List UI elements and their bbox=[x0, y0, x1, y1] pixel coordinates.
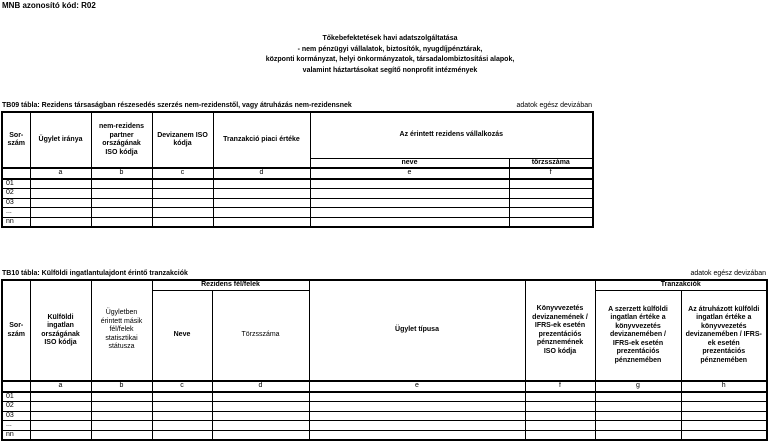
cell[interactable] bbox=[152, 411, 212, 421]
tb10-letter: g bbox=[595, 381, 681, 392]
cell[interactable] bbox=[681, 392, 767, 402]
cell[interactable] bbox=[309, 402, 525, 412]
tb09-letter-row bbox=[2, 168, 593, 179]
tb10-data-row bbox=[2, 411, 767, 421]
row-number: 03 bbox=[2, 198, 30, 208]
tb09-header-sorszam: Sor- szám bbox=[2, 112, 30, 168]
tb10-letter: f bbox=[525, 381, 595, 392]
cell[interactable] bbox=[595, 392, 681, 402]
tb10-header-ugylet-tipusa: Ügylet típusa bbox=[309, 280, 525, 381]
tb09-header-tranzakcio: Tranzakció piaci értéke bbox=[213, 112, 310, 168]
tb09-letter: a bbox=[30, 168, 91, 179]
cell[interactable] bbox=[309, 421, 525, 431]
cell[interactable] bbox=[213, 208, 310, 218]
cell[interactable] bbox=[152, 208, 213, 218]
cell[interactable] bbox=[152, 402, 212, 412]
tb09-header-torzsszama: törzsszáma bbox=[509, 158, 593, 168]
row-number: 02 bbox=[2, 189, 30, 199]
tb10-header-konyvvezetes: Könyvvezetés devizanemének / IFRS-ek esetén prezentációs pénznemének ISO kódja bbox=[525, 280, 595, 381]
tb10-letter: b bbox=[91, 381, 152, 392]
tb09-data-row bbox=[2, 189, 593, 199]
report-heading bbox=[180, 34, 600, 76]
tb09-table bbox=[1, 111, 594, 228]
tb09-header-neve: neve bbox=[310, 158, 509, 168]
cell[interactable] bbox=[30, 208, 91, 218]
cell[interactable] bbox=[525, 392, 595, 402]
tb09-letter: f bbox=[509, 168, 593, 179]
cell[interactable] bbox=[310, 208, 509, 218]
cell[interactable] bbox=[309, 430, 525, 440]
cell[interactable] bbox=[525, 402, 595, 412]
cell[interactable] bbox=[309, 392, 525, 402]
tb10-caption: TB10 tábla: Külföldi ingatlantulajdont érintő tranzakciók bbox=[2, 270, 188, 277]
tb09-letter: d bbox=[213, 168, 310, 179]
cell[interactable] bbox=[30, 217, 91, 227]
cell[interactable] bbox=[509, 217, 593, 227]
tb10-header-szerzett: A szerzett külföldi ingatlan értéke a könyvvezetés devizanemében / IFRS-ek esetén prezentációs pénznemében bbox=[595, 290, 681, 381]
cell[interactable] bbox=[152, 217, 213, 227]
tb10-header-sorszam: Sor- szám bbox=[2, 280, 30, 381]
cell[interactable] bbox=[152, 392, 212, 402]
cell[interactable] bbox=[310, 217, 509, 227]
cell[interactable] bbox=[509, 189, 593, 199]
cell[interactable] bbox=[681, 411, 767, 421]
tb10-unit-note: adatok egész devizában bbox=[690, 270, 766, 277]
tb10-data-row bbox=[2, 430, 767, 440]
cell[interactable] bbox=[509, 198, 593, 208]
tb10-letter: h bbox=[681, 381, 767, 392]
tb09-header-devizanem: Devizanem ISO kódja bbox=[152, 112, 213, 168]
heading-line-1: Tőkebefektetések havi adatszolgáltatása bbox=[322, 35, 458, 42]
tb10-letter: d bbox=[212, 381, 309, 392]
cell[interactable] bbox=[212, 430, 309, 440]
heading-line-3: központi kormányzat, helyi önkormányzatok, társadalombiztosítási alapok, bbox=[265, 56, 515, 63]
tb10-letter: a bbox=[30, 381, 91, 392]
tb10-letter: e bbox=[309, 381, 525, 392]
cell[interactable] bbox=[213, 217, 310, 227]
cell[interactable] bbox=[30, 198, 91, 208]
tb09-data-row bbox=[2, 179, 593, 189]
cell[interactable] bbox=[213, 179, 310, 189]
cell[interactable] bbox=[30, 421, 91, 431]
cell[interactable] bbox=[310, 198, 509, 208]
cell[interactable] bbox=[681, 402, 767, 412]
cell[interactable] bbox=[525, 421, 595, 431]
tb09-letter: b bbox=[91, 168, 152, 179]
cell[interactable] bbox=[30, 179, 91, 189]
cell[interactable] bbox=[212, 392, 309, 402]
tb09-caption: TB09 tábla: Rezidens társaságban részesedés szerzés nem-rezidenstől, vagy átruházás nem-rezidensnek bbox=[2, 102, 352, 109]
tb09-header-erintett: Az érintett rezidens vállalkozás bbox=[310, 112, 593, 158]
cell[interactable] bbox=[30, 189, 91, 199]
cell[interactable] bbox=[525, 411, 595, 421]
tb09-data-row bbox=[2, 208, 593, 218]
cell[interactable] bbox=[30, 411, 91, 421]
tb10-data-row bbox=[2, 421, 767, 431]
tb09-header-ugylet-iranya: Ügylet iránya bbox=[30, 112, 91, 168]
heading-line-4: valamint háztartásokat segítő nonprofit intézmények bbox=[302, 66, 478, 74]
cell[interactable] bbox=[91, 179, 152, 189]
row-number: 03 bbox=[2, 411, 30, 421]
tb09-unit-note: adatok egész devizában bbox=[516, 102, 592, 109]
cell[interactable] bbox=[91, 217, 152, 227]
cell[interactable] bbox=[30, 430, 91, 440]
cell[interactable] bbox=[310, 179, 509, 189]
tb09-data-row bbox=[2, 198, 593, 208]
cell[interactable] bbox=[212, 411, 309, 421]
tb09-data-row bbox=[2, 217, 593, 227]
tb10-header-torzsszama: Törzsszáma bbox=[212, 290, 309, 381]
cell[interactable] bbox=[681, 421, 767, 431]
row-number: 02 bbox=[2, 402, 30, 412]
cell[interactable] bbox=[91, 411, 152, 421]
cell[interactable] bbox=[152, 198, 213, 208]
cell[interactable] bbox=[152, 189, 213, 199]
tb10-header-neve: Neve bbox=[152, 290, 212, 381]
tb10-data-row bbox=[2, 402, 767, 412]
row-number: ... bbox=[2, 421, 30, 431]
cell[interactable] bbox=[509, 179, 593, 189]
cell[interactable] bbox=[212, 402, 309, 412]
cell[interactable] bbox=[152, 179, 213, 189]
tb10-header-ugyletben: Ügyletben érintett másik fél/felek statisztikai státusza bbox=[91, 280, 152, 381]
cell[interactable] bbox=[30, 392, 91, 402]
tb10-letter bbox=[2, 381, 30, 392]
heading-line-2: - nem pénzügyi vállalatok, biztosítók, nyugdíjpénztárak, bbox=[297, 45, 483, 53]
row-number: ... bbox=[2, 208, 30, 218]
cell[interactable] bbox=[91, 430, 152, 440]
tb09-letter: c bbox=[152, 168, 213, 179]
row-number: 01 bbox=[2, 392, 30, 402]
row-number: 01 bbox=[2, 179, 30, 189]
tb09-header-nonres-partner: nem-rezidens partner országának ISO kódja bbox=[91, 112, 152, 168]
tb10-letter: c bbox=[152, 381, 212, 392]
cell[interactable] bbox=[91, 198, 152, 208]
cell[interactable] bbox=[595, 402, 681, 412]
cell[interactable] bbox=[91, 421, 152, 431]
cell[interactable] bbox=[91, 402, 152, 412]
tb10-header-atruhazott: Az átruházott külföldi ingatlan értéke a könyvvezetés devizanemében / IFRS- ek esetén prezentációs pénznemében bbox=[681, 290, 767, 381]
mnb-code-label: MNB azonosító kód: R02 bbox=[2, 1, 96, 10]
row-number: nn bbox=[2, 430, 30, 440]
cell[interactable] bbox=[91, 208, 152, 218]
tb10-table bbox=[1, 279, 768, 441]
cell[interactable] bbox=[152, 421, 212, 431]
tb09-letter bbox=[2, 168, 30, 179]
cell[interactable] bbox=[681, 430, 767, 440]
tb10-header-tranzakciok: Tranzakciók bbox=[595, 280, 767, 290]
cell[interactable] bbox=[91, 189, 152, 199]
tb10-data-row bbox=[2, 392, 767, 402]
cell[interactable] bbox=[91, 392, 152, 402]
cell[interactable] bbox=[525, 430, 595, 440]
cell[interactable] bbox=[595, 421, 681, 431]
cell[interactable] bbox=[152, 430, 212, 440]
cell[interactable] bbox=[30, 402, 91, 412]
cell[interactable] bbox=[309, 411, 525, 421]
cell[interactable] bbox=[509, 208, 593, 218]
tb10-letter-row bbox=[2, 381, 767, 392]
cell[interactable] bbox=[310, 189, 509, 199]
cell[interactable] bbox=[212, 421, 309, 431]
cell[interactable] bbox=[595, 430, 681, 440]
tb09-letter: e bbox=[310, 168, 509, 179]
cell[interactable] bbox=[213, 189, 310, 199]
row-number: nn bbox=[2, 217, 30, 227]
tb10-header-rezidens-felek: Rezidens fél/felek bbox=[152, 280, 309, 290]
cell[interactable] bbox=[213, 198, 310, 208]
tb10-header-kulfoldi: Külföldi ingatlan országának ISO kódja bbox=[30, 280, 91, 381]
cell[interactable] bbox=[595, 411, 681, 421]
